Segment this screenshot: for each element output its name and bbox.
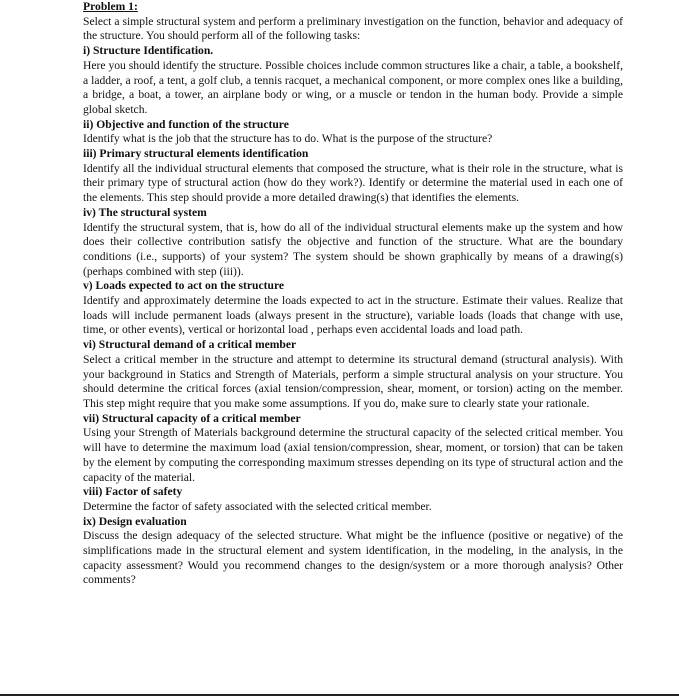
section-body-structure-identification: Here you should identify the structure. Possible choices include common structures like a chair, a table, a bookshelf, a ladder, a roof, a tent, a golf club, a tennis racquet, a mechanical component, or more complex ones like a building, a bridge, a boat, a tower, an airplane body or wing, or a muscle or tendon in the human body. Provide a simple global sketch.: [83, 58, 623, 116]
problem-title: Problem 1:: [83, 0, 138, 13]
section-body-objective-function: Identify what is the job that the structure has to do. What is the purpose of the structure?: [83, 132, 493, 146]
section-body-loads: Identify and approximately determine the loads expected to act in the structure. Estimate their values. Realize that loads will include permanent loads (always present in the structure), variable loads (loads that change with use, time, or other events), vertical or horizontal load , perhaps even accidental loads and load path.: [83, 294, 623, 337]
section-heading-factor-of-safety: viii) Factor of safety: [83, 485, 183, 499]
section-body-factor-of-safety: Determine the factor of safety associated with the selected critical member.: [83, 499, 432, 513]
section-heading-loads: v) Loads expected to act on the structure: [83, 279, 285, 293]
section-heading-structure-identification: i) Structure Identification.: [83, 44, 214, 58]
section-heading-design-evaluation: ix) Design evaluation: [83, 514, 187, 528]
problem-intro: Select a simple structural system and perform a preliminary investigation on the function, behavior and adequacy of the structure. You should perform all of the following tasks:: [83, 14, 623, 43]
section-body-structural-demand: Select a critical member in the structure and attempt to determine its structural demand (structural analysis). With your background in Statics and Strength of Materials, perform a simple structural analysis on your structure. You should determine the critical forces (axial tension/compression, shear, moment, or torsion) acting on the member. This step might require that you make some assumptions. If you do, make sure to clearly state your rationale.: [83, 352, 623, 410]
section-heading-structural-demand: vi) Structural demand of a critical member: [83, 338, 297, 352]
section-heading-objective-function: ii) Objective and function of the structure: [83, 117, 289, 131]
page-bottom-divider: [0, 694, 679, 696]
section-heading-structural-capacity: vii) Structural capacity of a critical member: [83, 411, 301, 425]
problem-document: [83, 0, 623, 588]
section-body-design-evaluation: Discuss the design adequacy of the selected structure. What might be the influence (positive or negative) of the simplifications made in the structural element and system identification, in the modeling, in the analysis, in the capacity assessment? Would you recommend changes to the design/system or a more thorough analysis? Other comments?: [83, 529, 623, 587]
section-body-structural-capacity: Using your Strength of Materials background determine the structural capacity of the selected critical member. You will have to determine the maximum load (axial tension/compression, shear, moment, or torsion) that can be taken by the element by computing the corresponding maximum stresses depending on its type of structural action and the capacity of the material.: [83, 426, 623, 484]
section-body-primary-elements: Identify all the individual structural elements that composed the structure, what is their role in the structure, what is their primary type of structural action (how do they work?). Identify or determine the material used in each one of the elements. This step should provide a more detailed drawing(s) that identifies the elements.: [83, 161, 623, 205]
section-body-structural-system: Identify the structural system, that is, how do all of the individual structural elements make up the system and how does their collective contribution satisfy the objective and function of the structure. What are the boundary conditions (i.e., supports) of your system? The system should be shown graphically by means of a drawing(s) (perhaps combined with step (iii)).: [83, 220, 623, 278]
section-heading-structural-system: iv) The structural system: [83, 205, 207, 219]
section-heading-primary-elements: iii) Primary structural elements identification: [83, 147, 309, 161]
